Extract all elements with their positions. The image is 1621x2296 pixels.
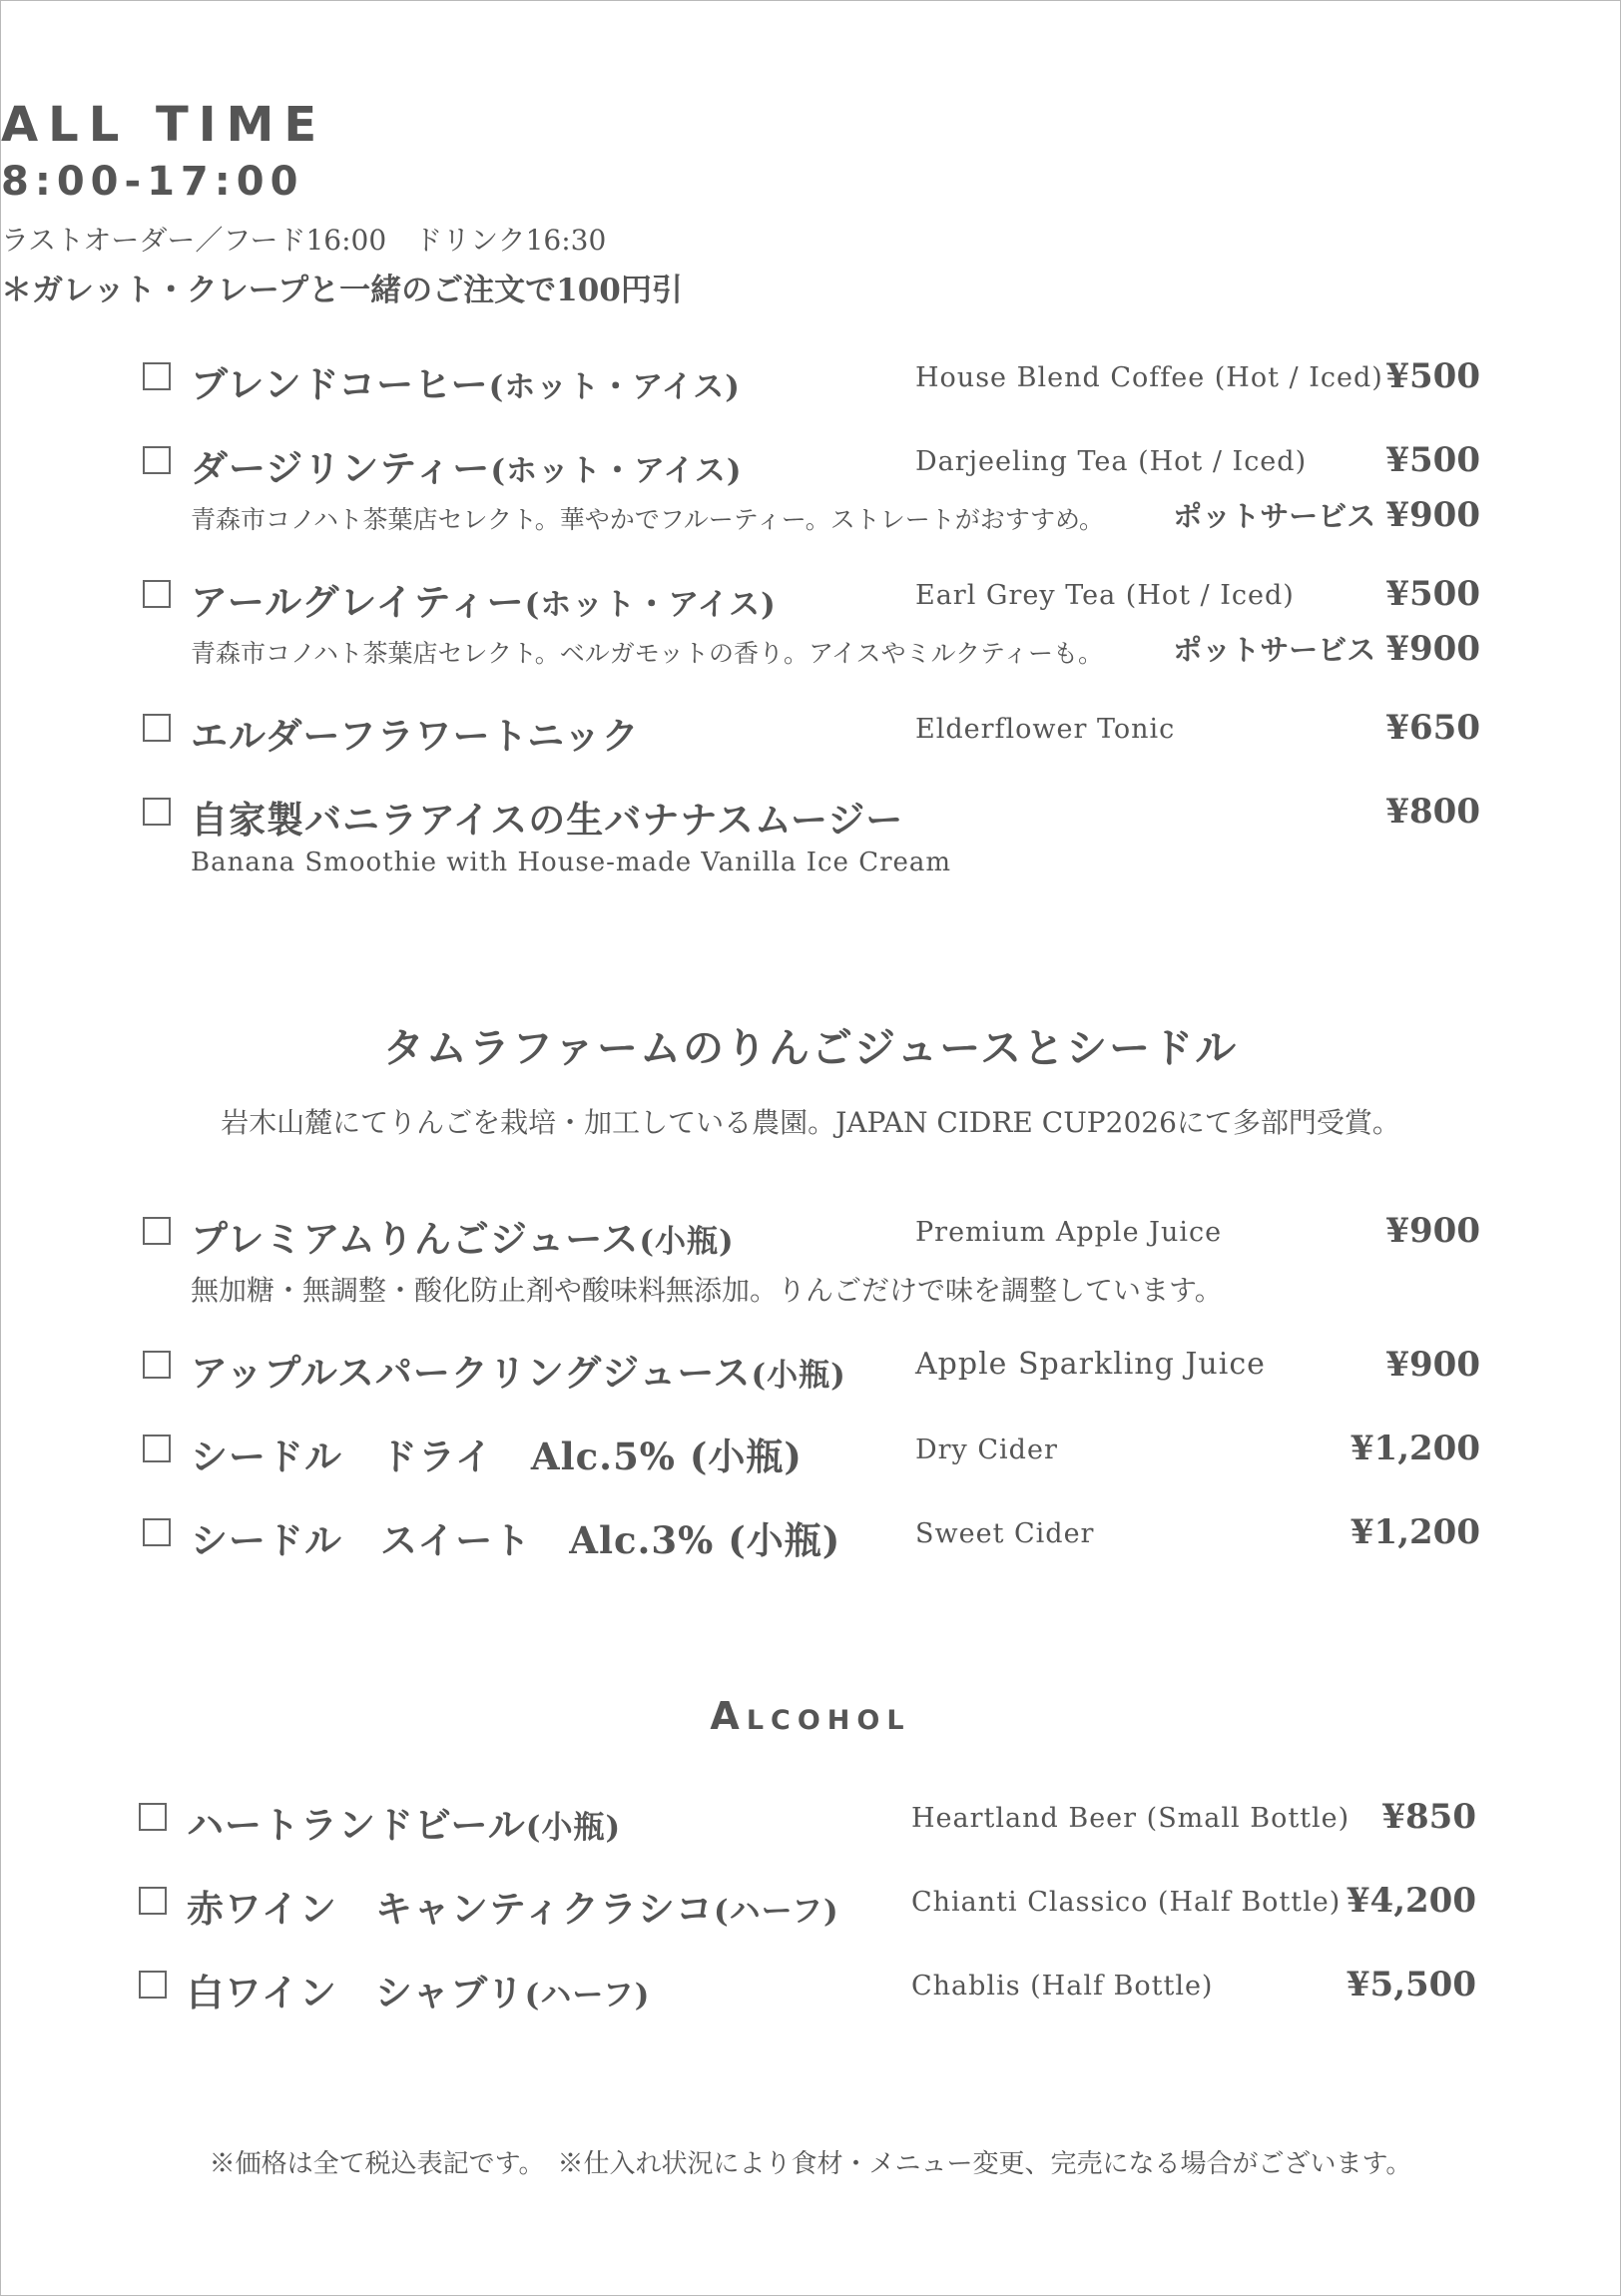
menu-item-banana-smoothie (1, 788, 1620, 842)
item-name-jp: プレミアムりんごジュース(小瓶) (191, 1217, 735, 1261)
item-name-en: Earl Grey Tea (Hot / Iced) (915, 580, 1295, 611)
order-checkbox[interactable] (143, 798, 171, 826)
item-name-en: Elderflower Tonic (915, 714, 1176, 745)
discount-note: ＊ガレット・クレープと一緒のご注文で100円引 (1, 273, 683, 308)
order-checkbox[interactable] (143, 1518, 171, 1546)
order-checkbox[interactable] (139, 1803, 167, 1831)
item-name-jp: ハートランドビール(小瓶) (187, 1803, 622, 1847)
order-checkbox[interactable] (143, 362, 171, 390)
item-name-en: Chianti Classico (Half Bottle) (911, 1887, 1342, 1918)
order-checkbox[interactable] (143, 714, 171, 742)
menu-item-earl-grey (1, 570, 1620, 624)
item-price: ¥800 (1385, 792, 1480, 832)
order-checkbox[interactable] (143, 1435, 171, 1462)
order-checkbox[interactable] (143, 446, 171, 474)
item-price: ¥500 (1385, 574, 1480, 614)
item-price: ¥900 (1385, 1211, 1480, 1251)
pot-service: ポットサービス ¥900 (1173, 629, 1480, 669)
pot-service: ポットサービス ¥900 (1173, 495, 1480, 535)
item-name-en: Heartland Beer (Small Bottle) (911, 1803, 1351, 1834)
item-price: ¥850 (1381, 1797, 1476, 1837)
menu-item-heartland-beer (1, 1793, 1620, 1847)
item-name-en: House Blend Coffee (Hot / Iced) (915, 362, 1383, 393)
item-description: Banana Smoothie with House-made Vanilla Ice Cream (191, 848, 952, 877)
item-name-jp: エルダーフラワートニック (191, 714, 640, 758)
item-description: 青森市コノハト茶葉店セレクト。華やかでフルーティー。ストレートがおすすめ。 (191, 505, 1105, 534)
opening-hours: 8:00-17:00 (1, 159, 304, 205)
item-price: ¥1,200 (1350, 1429, 1480, 1468)
item-price: ¥1,200 (1350, 1512, 1480, 1552)
item-name-jp: 赤ワイン キャンティクラシコ(ハーフ) (187, 1887, 839, 1931)
item-name-en: Sweet Cider (915, 1518, 1095, 1549)
order-checkbox[interactable] (139, 1887, 167, 1915)
alcohol-section-title: Alcohol (710, 1694, 911, 1738)
menu-item-apple-sparkling (1, 1341, 1620, 1395)
item-name-jp: 自家製バニラアイスの生バナナスムージー (191, 798, 904, 842)
item-name-en: Premium Apple Juice (915, 1217, 1223, 1248)
item-price: ¥4,200 (1346, 1881, 1476, 1921)
item-name-jp: アールグレイティー(ホット・アイス) (191, 580, 777, 624)
item-price: ¥900 (1385, 1345, 1480, 1385)
menu-item-premium-apple-juice (1, 1207, 1620, 1261)
item-price: ¥5,500 (1346, 1965, 1476, 2005)
menu-item-blend-coffee (1, 352, 1620, 406)
menu-item-dry-cider (1, 1425, 1620, 1478)
item-name-jp: シードル スイート Alc.3% (小瓶) (191, 1518, 841, 1562)
last-order-note: ラストオーダー／フード16:00 ドリンク16:30 (1, 224, 607, 257)
menu-item-chablis (1, 1961, 1620, 2014)
item-name-en: Dry Cider (915, 1435, 1058, 1465)
order-checkbox[interactable] (143, 1217, 171, 1245)
order-checkbox[interactable] (143, 1351, 171, 1379)
apple-section-subtitle: 岩木山麓にてりんごを栽培・加工している農園。JAPAN CIDRE CUP2026にて多部門受賞。 (221, 1106, 1400, 1139)
menu-title: ALL TIME (1, 97, 327, 153)
footer-note: ※価格は全て税込表記です。 ※仕入れ状況により食材・メニュー変更、完売になる場合がございます。 (209, 2149, 1412, 2179)
item-name-jp: シードル ドライ Alc.5% (小瓶) (191, 1435, 803, 1478)
item-price: ¥650 (1385, 708, 1480, 748)
item-name-en: Chablis (Half Bottle) (911, 1971, 1214, 2002)
item-price: ¥500 (1385, 356, 1480, 396)
menu-item-sweet-cider (1, 1508, 1620, 1562)
order-checkbox[interactable] (143, 580, 171, 608)
item-price: ¥500 (1385, 440, 1480, 480)
item-name-jp: アップルスパークリングジュース(小瓶) (191, 1351, 846, 1395)
item-description: 青森市コノハト茶葉店セレクト。ベルガモットの香り。アイスやミルクティーも。 (191, 639, 1104, 668)
order-checkbox[interactable] (139, 1971, 167, 1999)
item-name-jp: ダージリンティー(ホット・アイス) (191, 446, 743, 490)
item-name-en: Apple Sparkling Juice (915, 1347, 1266, 1382)
item-description: 無加糖・無調整・酸化防止剤や酸味料無添加。りんごだけで味を調整しています。 (191, 1274, 1223, 1307)
menu-item-darjeeling (1, 436, 1620, 490)
item-name-jp: 白ワイン シャブリ(ハーフ) (187, 1971, 651, 2014)
apple-section-title: タムラファームのりんごジュースとシードル (382, 1024, 1239, 1072)
menu-item-chianti (1, 1877, 1620, 1931)
item-name-jp: ブレンドコーヒー(ホット・アイス) (191, 362, 741, 406)
menu-item-elderflower (1, 704, 1620, 758)
item-name-en: Darjeeling Tea (Hot / Iced) (915, 446, 1308, 477)
